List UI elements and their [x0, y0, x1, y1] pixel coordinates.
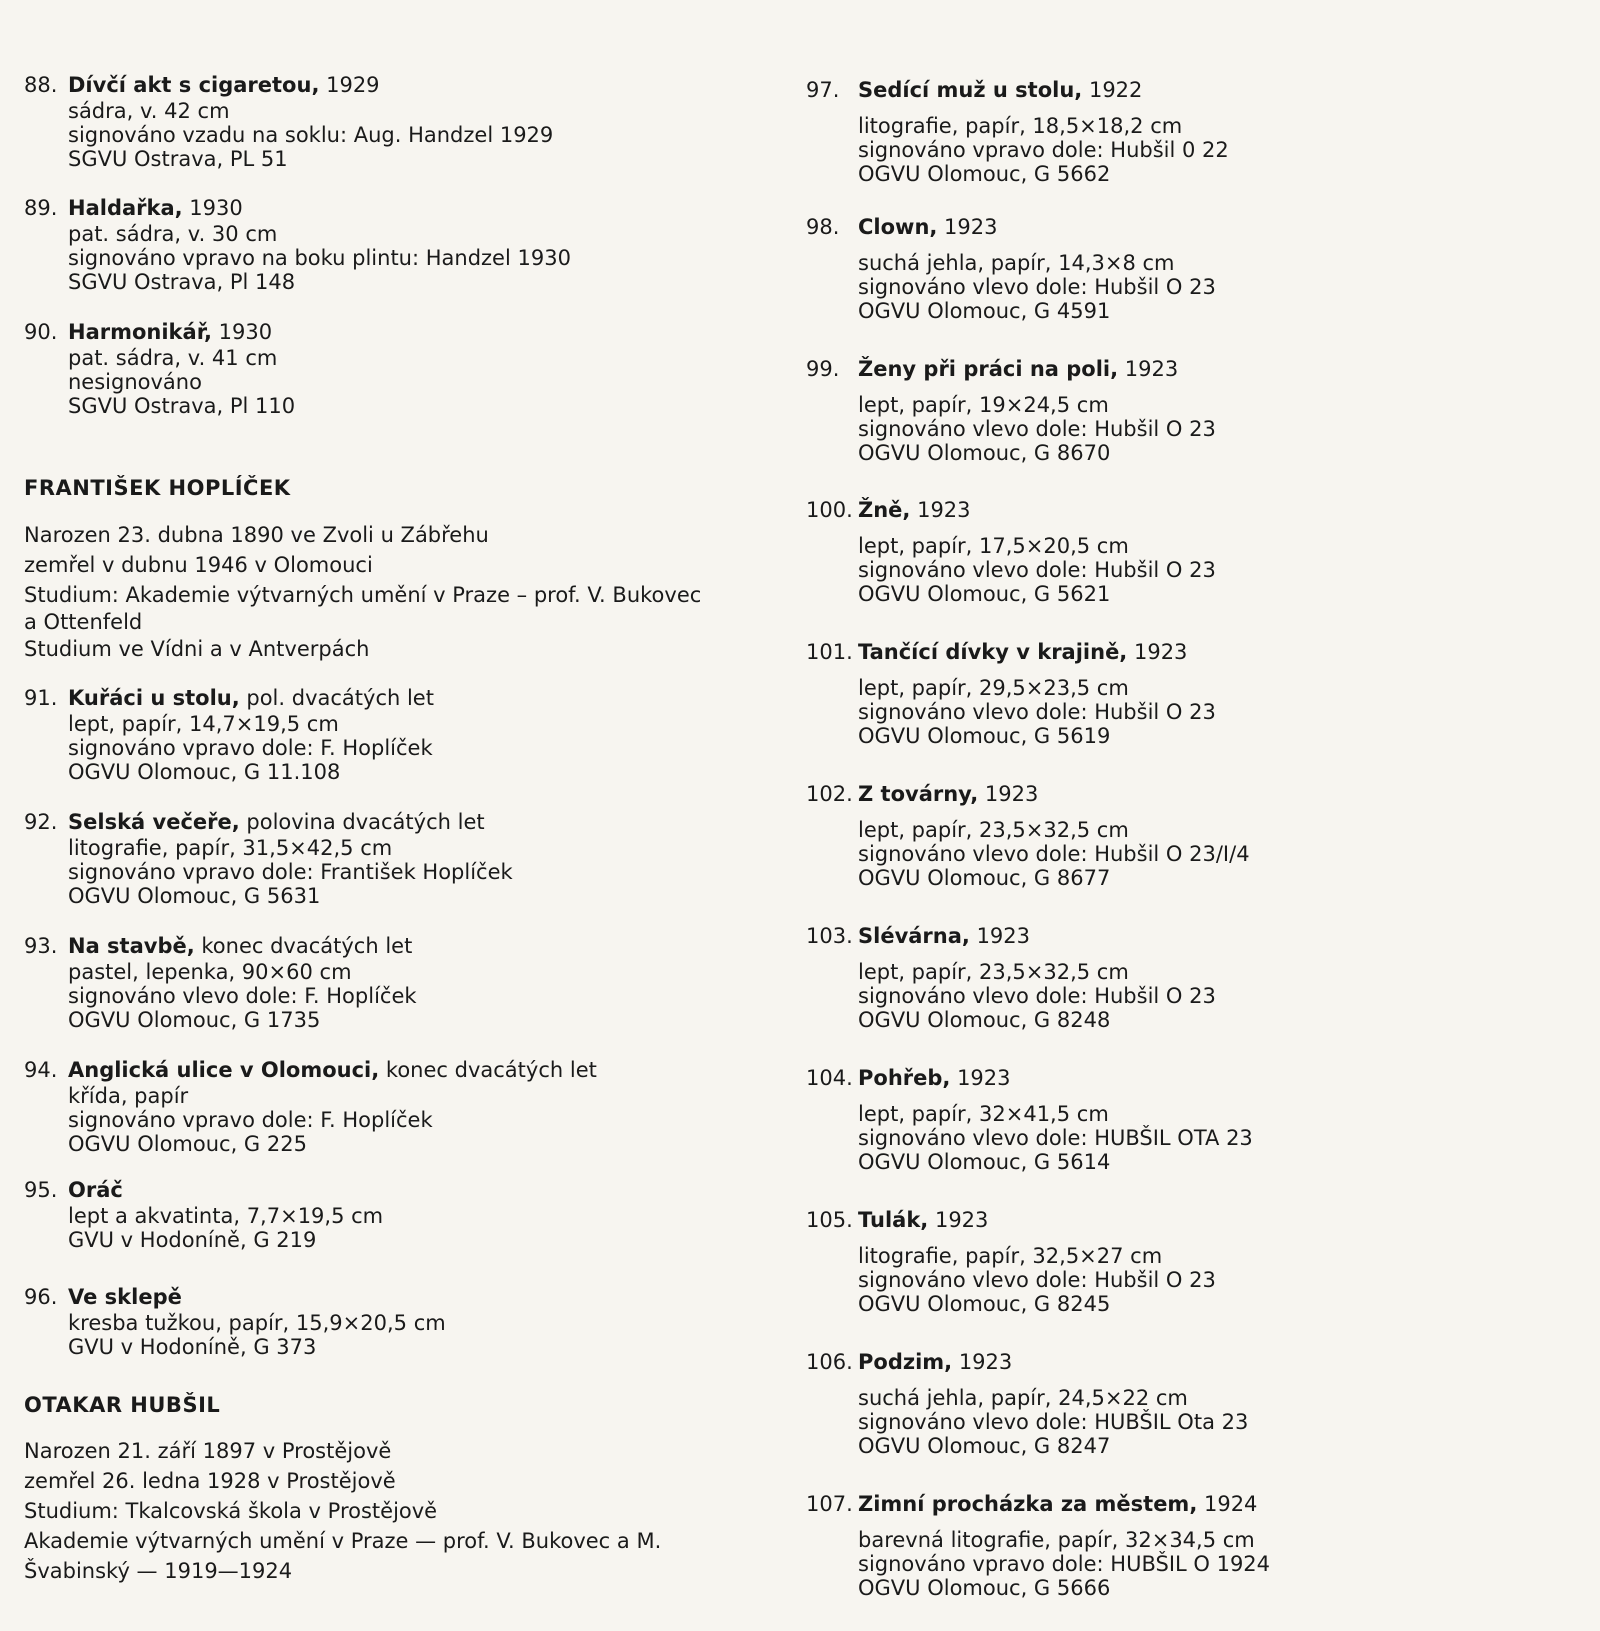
entry-heading: [24, 1285, 446, 1309]
entry-detail-line: signováno vlevo dole: Hubšil O 23: [858, 700, 1216, 724]
entry-detail-line: lept, papír, 23,5×32,5 cm: [858, 960, 1129, 984]
entry-detail-line: OGVU Olomouc, G 8670: [858, 441, 1111, 465]
entry-date: 1929: [319, 73, 380, 97]
catalog-entry: [806, 1208, 1216, 1316]
entry-title: Z továrny,: [858, 782, 979, 806]
entry-number: 103.: [806, 924, 853, 948]
entry-detail-line: OGVU Olomouc, G 11.108: [68, 760, 341, 784]
bio-line: Narozen 23. dubna 1890 ve Zvoli u Zábřehu: [24, 523, 489, 547]
entry-title: Sedící muž u stolu,: [858, 78, 1083, 102]
entry-date: konec dvacátých let: [379, 1058, 597, 1082]
entry-title: Pohřeb,: [858, 1066, 951, 1090]
catalog-entry: [806, 640, 1216, 748]
entry-detail-line: signováno vpravo dole: F. Hoplíček: [68, 1108, 433, 1132]
catalog-entry: [806, 215, 1216, 323]
entry-number: 102.: [806, 782, 853, 806]
entry-detail-line: signováno vzadu na soklu: Aug. Handzel 1929: [68, 123, 554, 147]
entry-date: 1923: [952, 1350, 1013, 1374]
entry-details: [858, 1528, 1270, 1600]
entry-detail-line: signováno vlevo dole: Hubšil O 23: [858, 558, 1216, 582]
entry-detail-line: OGVU Olomouc, G 8247: [858, 1434, 1111, 1458]
entry-number: 95.: [24, 1178, 58, 1202]
entry-number: 93.: [24, 934, 58, 958]
entry-number: 88.: [24, 73, 58, 97]
entry-detail-line: litografie, papír, 32,5×27 cm: [858, 1244, 1163, 1268]
entry-details: [858, 251, 1216, 323]
entry-date: 1923: [928, 1208, 989, 1232]
entry-heading: [806, 78, 1229, 102]
entry-detail-line: suchá jehla, papír, 24,5×22 cm: [858, 1386, 1188, 1410]
entry-title: Žně,: [858, 498, 911, 522]
entry-detail-line: lept, papír, 29,5×23,5 cm: [858, 676, 1129, 700]
entry-number: 99.: [806, 357, 840, 381]
entry-detail-line: signováno vpravo dole: Hubšil 0 22: [858, 138, 1229, 162]
entry-detail-line: suchá jehla, papír, 14,3×8 cm: [858, 251, 1175, 275]
entry-details: [858, 1386, 1248, 1458]
entry-detail-line: nesignováno: [68, 370, 202, 394]
entry-detail-line: OGVU Olomouc, G 1735: [68, 1008, 321, 1032]
entry-title: Harmonikář,: [68, 320, 212, 344]
entry-date: 1923: [969, 924, 1031, 948]
entry-number: 89.: [24, 196, 58, 220]
entry-detail-line: pat. sádra, v. 30 cm: [68, 222, 278, 246]
entry-detail-line: lept, papír, 14,7×19,5 cm: [68, 712, 339, 736]
entry-detail-line: signováno vlevo dole: Hubšil O 23: [858, 984, 1216, 1008]
entry-detail-line: signováno vlevo dole: Hubšil O 23/I/4: [858, 842, 1250, 866]
entry-details: [68, 222, 571, 294]
entry-date: 1923: [1118, 357, 1179, 381]
entry-details: [858, 1244, 1216, 1316]
entry-number: 107.: [806, 1492, 853, 1516]
entry-details: [858, 818, 1250, 890]
entry-heading: [806, 1208, 1216, 1232]
entry-title: Tančící dívky v krajině,: [858, 640, 1128, 664]
entry-detail-line: SGVU Ostrava, PL 51: [68, 147, 288, 171]
entry-detail-line: GVU v Hodoníně, G 373: [68, 1335, 317, 1359]
entry-detail-line: GVU v Hodoníně, G 219: [68, 1228, 317, 1252]
entry-number: 94.: [24, 1058, 58, 1082]
entry-title: Na stavbě,: [68, 934, 195, 958]
entry-detail-line: OGVU Olomouc, G 8245: [858, 1292, 1111, 1316]
entry-number: 96.: [24, 1285, 58, 1309]
entry-heading: [806, 357, 1216, 381]
entry-date: pol. dvacátých let: [239, 686, 434, 710]
bio-line: Studium ve Vídni a v Antverpách: [24, 637, 370, 661]
catalog-entry: [24, 1058, 597, 1156]
entry-detail-line: pat. sádra, v. 41 cm: [68, 346, 278, 370]
entry-detail-line: SGVU Ostrava, Pl 110: [68, 394, 296, 418]
entry-details: [68, 712, 434, 784]
entry-title: Haldařka,: [68, 196, 183, 220]
entry-details: [68, 1084, 597, 1156]
entry-date: 1924: [1197, 1492, 1258, 1516]
entry-title: Kuřáci u stolu,: [68, 686, 240, 710]
entry-heading: [24, 73, 553, 97]
entry-number: 101.: [806, 640, 853, 664]
entry-heading: [24, 1178, 383, 1202]
catalog-entry: [24, 810, 513, 908]
entry-heading: [806, 924, 1216, 948]
entry-detail-line: signováno vlevo dole: F. Hoplíček: [68, 984, 417, 1008]
entry-title: Slévárna,: [858, 924, 970, 948]
artist-heading: OTAKAR HUBŠIL: [24, 1393, 221, 1417]
entry-detail-line: lept a akvatinta, 7,7×19,5 cm: [68, 1204, 384, 1228]
entry-title: Tulák,: [858, 1208, 929, 1232]
entry-title: Anglická ulice v Olomouci,: [68, 1058, 380, 1082]
entry-title: Ženy při práci na poli,: [858, 357, 1119, 381]
entry-detail-line: OGVU Olomouc, G 5631: [68, 884, 321, 908]
catalog-entry: [806, 357, 1216, 465]
entry-number: 105.: [806, 1208, 853, 1232]
catalog-entry: [806, 1350, 1248, 1458]
bio-line: zemřel 26. ledna 1928 v Prostějově: [24, 1469, 396, 1493]
entry-heading: [806, 498, 1216, 522]
catalog-entry: [806, 924, 1216, 1032]
entry-details: [858, 393, 1216, 465]
entry-date: konec dvacátých let: [194, 934, 413, 958]
bio-line: a Ottenfeld: [24, 610, 143, 634]
entry-date: 1923: [978, 782, 1039, 806]
catalog-entry: [24, 196, 571, 294]
catalog-entry: [24, 934, 417, 1032]
entry-date: 1922: [1082, 78, 1143, 102]
entry-heading: [806, 782, 1250, 806]
catalog-entry: [24, 1285, 446, 1359]
entry-heading: [806, 215, 1216, 239]
entry-detail-line: lept, papír, 17,5×20,5 cm: [858, 534, 1129, 558]
entry-heading: [806, 640, 1216, 664]
entry-detail-line: OGVU Olomouc, G 8248: [858, 1008, 1111, 1032]
entry-detail-line: signováno vlevo dole: Hubšil O 23: [858, 417, 1216, 441]
entry-detail-line: sádra, v. 42 cm: [68, 99, 230, 123]
entry-title: Zimní procházka za městem,: [858, 1492, 1198, 1516]
entry-heading: [806, 1066, 1253, 1090]
bio-line: Studium: Tkalcovská škola v Prostějově: [24, 1499, 438, 1523]
entry-date: 1923: [1127, 640, 1188, 664]
entry-detail-line: OGVU Olomouc, G 8677: [858, 866, 1111, 890]
catalog-entry: [806, 78, 1229, 186]
entry-title: Selská večeře,: [68, 810, 240, 834]
entry-details: [68, 836, 513, 908]
entry-date: 1930: [211, 320, 273, 344]
entry-title: Clown,: [858, 215, 938, 239]
bio-line: Akademie výtvarných umění v Praze — prof. V. Bukovec a M.: [24, 1529, 662, 1553]
entry-detail-line: OGVU Olomouc, G 5619: [858, 724, 1111, 748]
entry-details: [858, 960, 1216, 1032]
entry-number: 97.: [806, 78, 840, 102]
entry-heading: [24, 686, 434, 710]
bio-line: Švabinský — 1919—1924: [24, 1559, 293, 1583]
entry-detail-line: lept, papír, 19×24,5 cm: [858, 393, 1109, 417]
entry-detail-line: OGVU Olomouc, G 5666: [858, 1576, 1111, 1600]
entry-date: 1930: [182, 196, 243, 220]
entry-detail-line: OGVU Olomouc, G 5662: [858, 162, 1111, 186]
entry-details: [68, 346, 295, 418]
entry-detail-line: OGVU Olomouc, G 5621: [858, 582, 1111, 606]
entry-date: polovina dvacátých let: [239, 810, 485, 834]
entry-detail-line: signováno vlevo dole: Hubšil O 23: [858, 275, 1216, 299]
entry-heading: [24, 810, 513, 834]
entry-number: 92.: [24, 810, 58, 834]
entry-detail-line: kresba tužkou, papír, 15,9×20,5 cm: [68, 1311, 446, 1335]
entry-title: Ve sklepě: [68, 1285, 182, 1309]
entry-number: 98.: [806, 215, 840, 239]
catalog-entry: [24, 1178, 383, 1252]
entry-number: 100.: [806, 498, 853, 522]
entry-detail-line: signováno vpravo dole: HUBŠIL O 1924: [858, 1552, 1271, 1576]
entry-details: [68, 99, 553, 171]
entry-title: Oráč: [68, 1178, 123, 1202]
entry-heading: [806, 1350, 1248, 1374]
entry-heading: [24, 320, 295, 344]
entry-detail-line: pastel, lepenka, 90×60 cm: [68, 960, 352, 984]
entry-detail-line: signováno vlevo dole: Hubšil O 23: [858, 1268, 1216, 1292]
entry-heading: [24, 934, 417, 958]
entry-detail-line: lept, papír, 23,5×32,5 cm: [858, 818, 1129, 842]
entry-detail-line: OGVU Olomouc, G 4591: [858, 299, 1111, 323]
entry-detail-line: signováno vlevo dole: HUBŠIL Ota 23: [858, 1410, 1249, 1434]
entry-details: [858, 676, 1216, 748]
catalog-entry: [806, 782, 1250, 890]
entry-detail-line: lept, papír, 32×41,5 cm: [858, 1102, 1109, 1126]
entry-heading: [24, 196, 571, 220]
catalog-entry: [806, 1066, 1253, 1174]
entry-date: 1923: [910, 498, 971, 522]
entry-detail-line: SGVU Ostrava, Pl 148: [68, 270, 296, 294]
entry-number: 91.: [24, 686, 58, 710]
entry-title: Podzim,: [858, 1350, 953, 1374]
bio-line: Narozen 21. září 1897 v Prostějově: [24, 1439, 392, 1463]
entry-date: 1923: [937, 215, 998, 239]
entry-details: [68, 1204, 383, 1252]
entry-detail-line: litografie, papír, 18,5×18,2 cm: [858, 114, 1183, 138]
entry-title: Dívčí akt s cigaretou,: [68, 73, 320, 97]
bio-line: Studium: Akademie výtvarných umění v Praze – prof. V. Bukovec: [24, 583, 702, 607]
entry-number: 90.: [24, 320, 58, 344]
entry-heading: [806, 1492, 1270, 1516]
catalog-entry: [806, 1492, 1270, 1600]
entry-number: 106.: [806, 1350, 853, 1374]
entry-details: [858, 1102, 1253, 1174]
catalog-entry: [806, 498, 1216, 606]
catalog-entry: [24, 320, 295, 418]
entry-detail-line: litografie, papír, 31,5×42,5 cm: [68, 836, 393, 860]
entry-details: [858, 114, 1229, 186]
entry-detail-line: OGVU Olomouc, G 5614: [858, 1150, 1111, 1174]
entry-detail-line: OGVU Olomouc, G 225: [68, 1132, 307, 1156]
entry-details: [68, 960, 417, 1032]
entry-detail-line: signováno vpravo na boku plintu: Handzel 1930: [68, 246, 571, 270]
entry-detail-line: signováno vpravo dole: F. Hoplíček: [68, 736, 433, 760]
artist-bio: [24, 520, 701, 664]
entry-detail-line: signováno vlevo dole: HUBŠIL OTA 23: [858, 1126, 1253, 1150]
bio-line: zemřel v dubnu 1946 v Olomouci: [24, 553, 373, 577]
entry-detail-line: signováno vpravo dole: František Hoplíček: [68, 860, 513, 884]
catalog-entry: [24, 686, 434, 784]
entry-number: 104.: [806, 1066, 853, 1090]
entry-date: 1923: [950, 1066, 1011, 1090]
entry-details: [68, 1311, 446, 1359]
artist-heading: FRANTIŠEK HOPLÍČEK: [24, 476, 291, 500]
entry-detail-line: křída, papír: [68, 1084, 189, 1108]
entry-details: [858, 534, 1216, 606]
entry-heading: [24, 1058, 597, 1082]
entry-detail-line: barevná litografie, papír, 32×34,5 cm: [858, 1528, 1255, 1552]
artist-bio: [24, 1436, 661, 1586]
catalog-entry: [24, 73, 553, 171]
